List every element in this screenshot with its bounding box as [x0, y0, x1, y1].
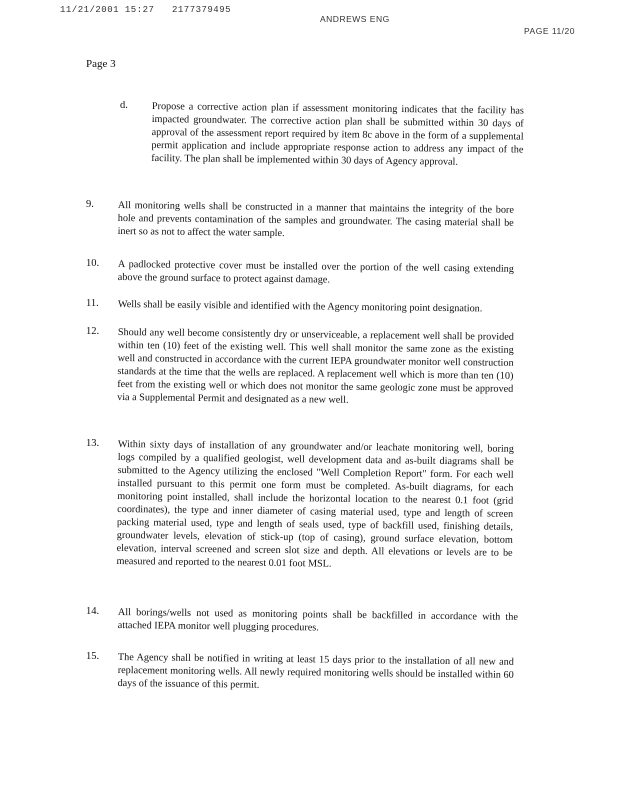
- sub-item-letter: d.: [120, 100, 128, 111]
- fax-timestamp: 11/21/2001 15:27: [60, 5, 155, 15]
- item-number: 14.: [86, 606, 100, 617]
- item-text: A padlocked protective cover must be installed over the portion of the well casing extending above the ground surface to protect against damage.: [117, 258, 514, 286]
- fax-phone-number: 2177379495: [172, 5, 232, 15]
- item-number: 12.: [86, 326, 100, 337]
- item-number: 15.: [86, 651, 100, 662]
- item-text: Within sixty days of installation of any groundwater and/or leachate monitoring well, boring logs compiled by a qualified geologist, well development data and as-built diagrams shall be submitted to the Agency utilizing the enclosed "Well Completion Report" form. For each well installed pursuant to this permit one form must be completed. As-built diagrams, for each monitoring point installed, shall include the horizontal location to the nearest 0.1 foot (grid coordinates), the type and inner diameter of casing material used, type and length of screen packing material used, type and length of seals used, type of backfill used, finishing details, groundwater levels, elevation of stick-up (top of casing), ground surface elevation, bottom elevation, interval screened and screen slot size and depth. All elevations or levels are to be measured and reported to the nearest 0.01 foot MSL.: [116, 438, 514, 570]
- fax-sender: ANDREWS ENG: [320, 14, 390, 24]
- item-text: Should any well become consistently dry or unserviceable, a replacement well shall be provided within ten (10) feet of the existing well. This well shall monitor the same zone as the existing well and constructed in accordance with the current IEPA groundwater monitor well construction standards at the time that the wells are replaced. A replacement well which is more than ten (10) feet from the existing well or which does not monitor the same geologic zone must be approved via a Supplemental Permit and designated as a new well.: [117, 326, 514, 406]
- sub-item-text: Propose a corrective action plan if assessment monitoring indicates that the facility has impacted groundwater. The corrective action plan shall be submitted within 30 days of approval of the assessment report required by item 8c above in the form of a supplemental permit application and include appropriate response action to address any impact of the facility. The plan shall be implemented within 30 days of Agency approval.: [151, 100, 524, 168]
- item-number: 10.: [86, 258, 100, 269]
- item-number: 13.: [86, 438, 100, 449]
- fax-page-count: PAGE 11/20: [524, 26, 575, 36]
- item-text: All borings/wells not used as monitoring points shall be backfilled in accordance with the attached IEPA monitor well plugging procedures.: [117, 606, 518, 634]
- item-text: The Agency shall be notified in writing at least 15 days prior to the installation of all new and replacement monitoring wells. All newly required monitoring wells should be installed within 60 days of the issuance of this permit.: [117, 651, 514, 691]
- page-label: Page 3: [86, 58, 116, 70]
- item-text: Wells shall be easily visible and identified with the Agency monitoring point designation.: [117, 298, 483, 315]
- item-number: 11.: [86, 298, 99, 309]
- item-number: 9.: [86, 199, 94, 210]
- item-text: All monitoring wells shall be constructed in a manner that maintains the integrity of the bore hole and prevents contamination of the samples and groundwater. The casing material shall be inert so as not to affect the water sample.: [117, 199, 514, 240]
